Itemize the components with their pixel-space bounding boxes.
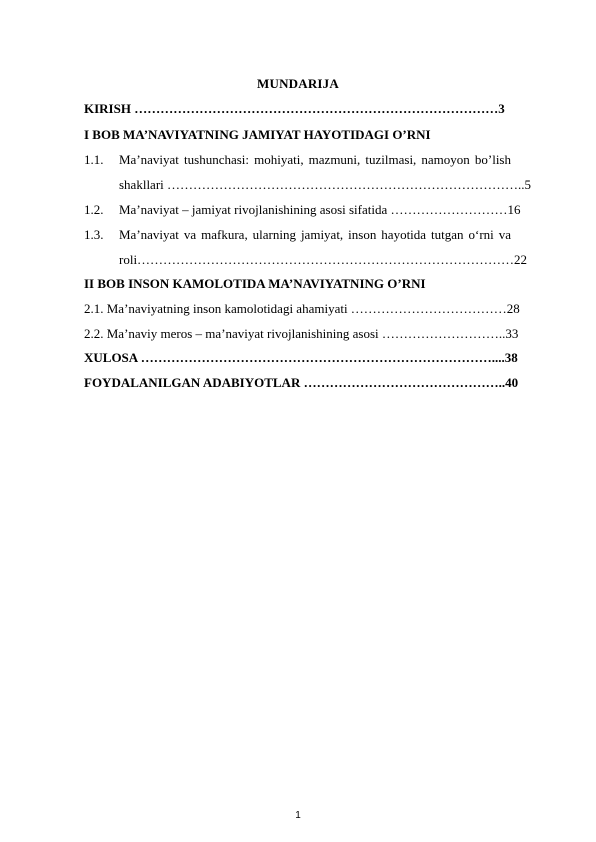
- toc-entry-xulosa: XULOSA ………………………………………………………………………....38: [84, 350, 518, 365]
- toc-section-number-1-1: 1.1.: [84, 152, 104, 167]
- toc-section-1-1-line2: shakllari ………………………………………………………………………..5: [119, 177, 532, 192]
- toc-section-1-1-line1: Ma’naviyat tushunchasi: mohiyati, mazmuni, tuzilmasi, namoyon bo’lish: [119, 152, 511, 167]
- toc-section-1-3-line1: Ma’naviyat va mafkura, ularning jamiyat, inson hayotida tutgan o‘rni va: [119, 227, 511, 242]
- toc-section-1-2-line1: Ma’naviyat – jamiyat rivojlanishining asosi sifatida ………………………16: [119, 202, 521, 217]
- toc-section-2-2: 2.2. Ma’naviy meros – ma’naviyat rivojlanishining asosi ………………………..33: [84, 326, 519, 341]
- toc-entry-kirish: KIRISH …………………………………………………………………………3: [84, 101, 505, 116]
- toc-section-2-1: 2.1. Ma’naviyatning inson kamolotidagi ahamiyati ………………………………28: [84, 301, 520, 316]
- toc-section-1-3-line2: roli……………………………………………………………………………22: [119, 252, 528, 267]
- page-number: 1: [295, 810, 301, 821]
- toc-section-number-1-3: 1.3.: [84, 227, 104, 242]
- toc-chapter-2: II BOB INSON KAMOLOTIDA MA’NAVIYATNING O’RNI: [84, 276, 426, 291]
- toc-section-number-1-2: 1.2.: [84, 202, 104, 217]
- page-title: MUNDARIJA: [257, 76, 339, 91]
- toc-chapter-1: I BOB MA’NAVIYATNING JAMIYAT HAYOTIDAGI O’RNI: [84, 127, 431, 142]
- toc-entry-foydalanilgan-adabiyotlar: FOYDALANILGAN ADABIYOTLAR ………………………………………..40: [84, 375, 519, 390]
